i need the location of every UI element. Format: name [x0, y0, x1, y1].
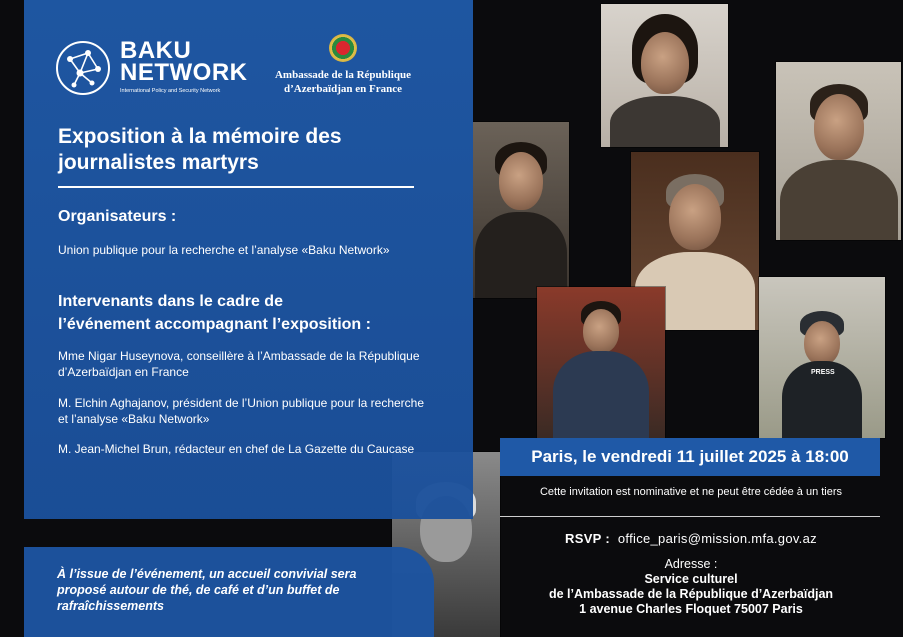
network-globe-icon	[56, 41, 110, 95]
event-date: Paris, le vendredi 11 juillet 2025 à 18:00	[531, 447, 849, 466]
photo-journalist-woman	[601, 4, 728, 147]
logo-name-line1: BAKU	[120, 37, 192, 64]
photo-journalist-press-vest	[759, 277, 885, 438]
speaker-item: M. Elchin Aghajanov, président de l’Union publique pour la recherche et l’analyse «Baku Network»	[58, 396, 425, 426]
embassy-name-line2: d’Azerbaïdjan en France	[284, 83, 402, 95]
photo-journalist-young-man	[473, 122, 569, 298]
logo-tagline: International Policy and Security Network	[120, 88, 221, 94]
organisers-text: Union publique pour la recherche et l’analyse «Baku Network»	[58, 243, 390, 257]
rsvp-line	[500, 531, 882, 546]
address-label: Adresse :	[664, 557, 718, 571]
speakers-heading-line1: Intervenants dans le cadre de	[58, 293, 283, 310]
title-line2: journalistes martyrs	[58, 151, 259, 174]
reception-text: À l’issue de l’événement, un accueil convivial sera proposé autour de thé, de café et d’un buffet de rafraîchissements	[57, 567, 357, 613]
press-label: PRESS	[811, 369, 835, 376]
address-line2: de l’Ambassade de la République d’Azerbaïdjan	[548, 587, 834, 601]
azerbaijan-emblem-icon	[329, 34, 357, 62]
photo-journalist-man-mustache-1	[776, 62, 901, 240]
rsvp-label: RSVP :	[565, 531, 610, 546]
speaker-item: M. Jean-Michel Brun, rédacteur en chef de La Gazette du Caucase	[58, 442, 415, 456]
info-divider	[500, 516, 880, 517]
exhibition-title	[58, 124, 418, 176]
speaker-item: Mme Nigar Huseynova, conseillère à l’Ambassade de la République d’Azerbaïdjan en France	[58, 349, 420, 379]
organisers-heading: Organisateurs :	[58, 208, 177, 225]
invitation-notice: Cette invitation est nominative et ne peut être cédée à un tiers	[539, 486, 843, 498]
embassy-logo	[268, 34, 418, 96]
photo-journalist-camera	[537, 287, 665, 439]
embassy-name-line1: Ambassade de la République	[274, 69, 411, 81]
title-line1: Exposition à la mémoire des	[58, 125, 342, 148]
address-block	[500, 557, 882, 617]
event-date-banner	[500, 438, 880, 476]
baku-network-logo	[56, 37, 248, 95]
logo-name-line2: NETWORK	[120, 59, 248, 86]
rsvp-email[interactable]: office_paris@mission.mfa.gov.az	[617, 531, 817, 546]
address-line3: 1 avenue Charles Floquet 75007 Paris	[579, 602, 803, 616]
title-divider	[58, 186, 414, 188]
address-line1: Service culturel	[644, 572, 738, 586]
speakers-heading-line2: l’événement accompagnant l’exposition :	[58, 316, 371, 333]
